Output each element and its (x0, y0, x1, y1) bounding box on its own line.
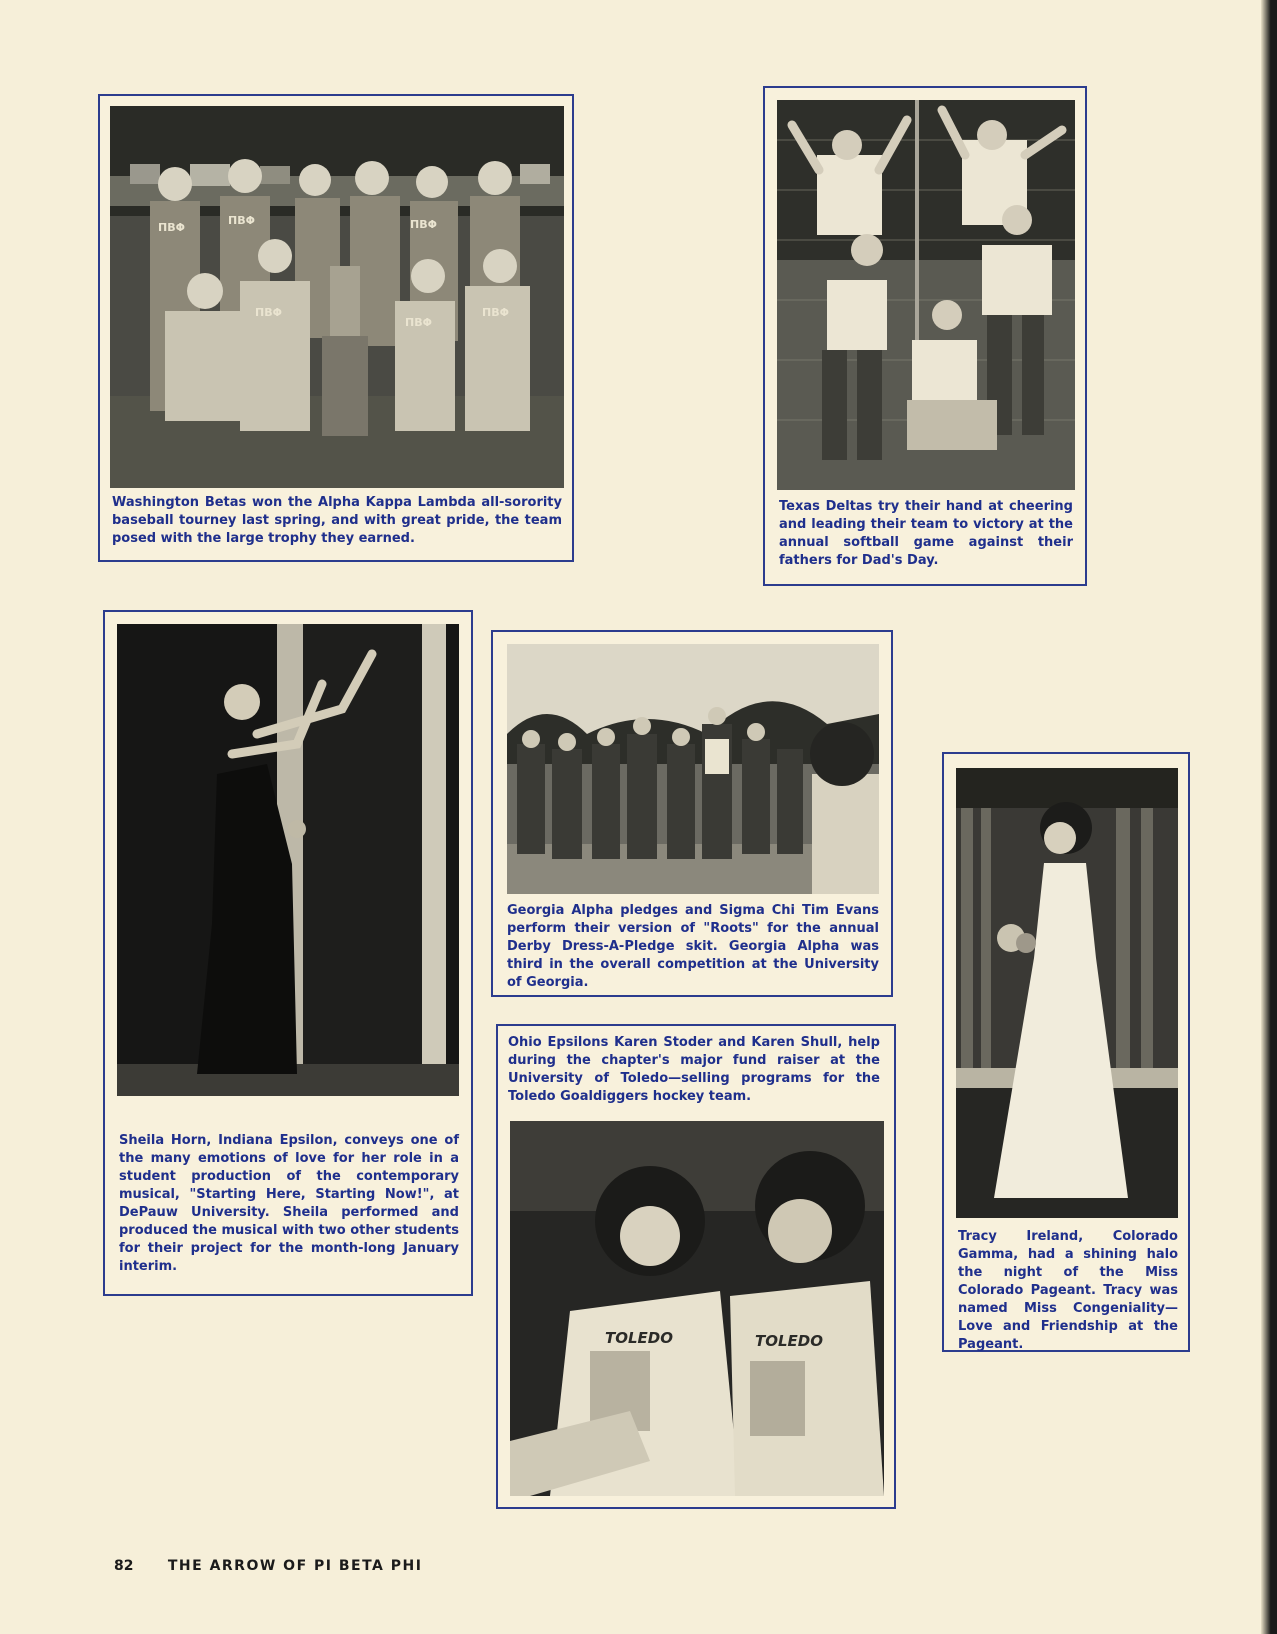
jersey-text: TOLEDO (755, 1332, 823, 1350)
sheila-photo-box (103, 610, 473, 1296)
texas-cheer-photo (777, 100, 1075, 490)
ohio-fundraiser-photo (510, 1121, 884, 1496)
tracy-caption: Tracy Ireland, Colorado Gamma, had a shining halo the night of the Miss Colorado Pageant. Tracy was named Miss Congeniality—Love and Friendship at the Pageant. (958, 1229, 1178, 1352)
texas-photo-box (763, 86, 1087, 586)
ohio-caption: Ohio Epsilons Karen Stoder and Karen Shull, help during the chapter's major fund raiser at the University of Toledo—selling programs for the Toledo Goaldiggers hockey team. (508, 1035, 880, 1104)
jersey-text: ΠΒΦ (405, 316, 432, 329)
washington-photo-box (98, 94, 574, 562)
jersey-text: TOLEDO (605, 1329, 673, 1347)
jersey-text: ΠΒΦ (410, 218, 437, 231)
publication-title: THE ARROW OF PI BETA PHI (167, 1558, 423, 1574)
jersey-text: ΠΒΦ (482, 306, 509, 319)
jersey-text: ΠΒΦ (228, 214, 255, 227)
page-number: 82 (114, 1558, 134, 1574)
tracy-pageant-photo (956, 768, 1178, 1218)
washington-caption: Washington Betas won the Alpha Kappa Lambda all-sorority baseball tourney last spring, and with great pride, the team posed with the large trophy they earned. (112, 495, 562, 546)
washington-team-photo (110, 106, 564, 488)
page-edge (1261, 0, 1277, 1634)
tracy-photo-box (942, 752, 1190, 1352)
georgia-photo-box (491, 630, 893, 997)
jersey-text: ΠΒΦ (158, 221, 185, 234)
sheila-stage-photo (117, 624, 459, 1096)
sheila-caption: Sheila Horn, Indiana Epsilon, conveys one of the many emotions of love for her role in a student production of the contemporary musical, "Starting Here, Starting Now!", at DePauw University. Sheila performed and produced the musical with two other students for their project for the month-long January interim. (119, 1133, 459, 1274)
ohio-photo-box (496, 1024, 896, 1509)
texas-caption: Texas Deltas try their hand at cheering and leading their team to victory at the annual softball game against their fathers for Dad's Day. (779, 499, 1073, 568)
georgia-skit-photo (507, 644, 879, 894)
page-footer (114, 1558, 422, 1574)
jersey-text: ΠΒΦ (255, 306, 282, 319)
georgia-caption: Georgia Alpha pledges and Sigma Chi Tim Evans perform their version of "Roots" for the annual Derby Dress-A-Pledge skit. Georgia Alpha was third in the overall competition at the University of Georgia. (507, 903, 879, 990)
